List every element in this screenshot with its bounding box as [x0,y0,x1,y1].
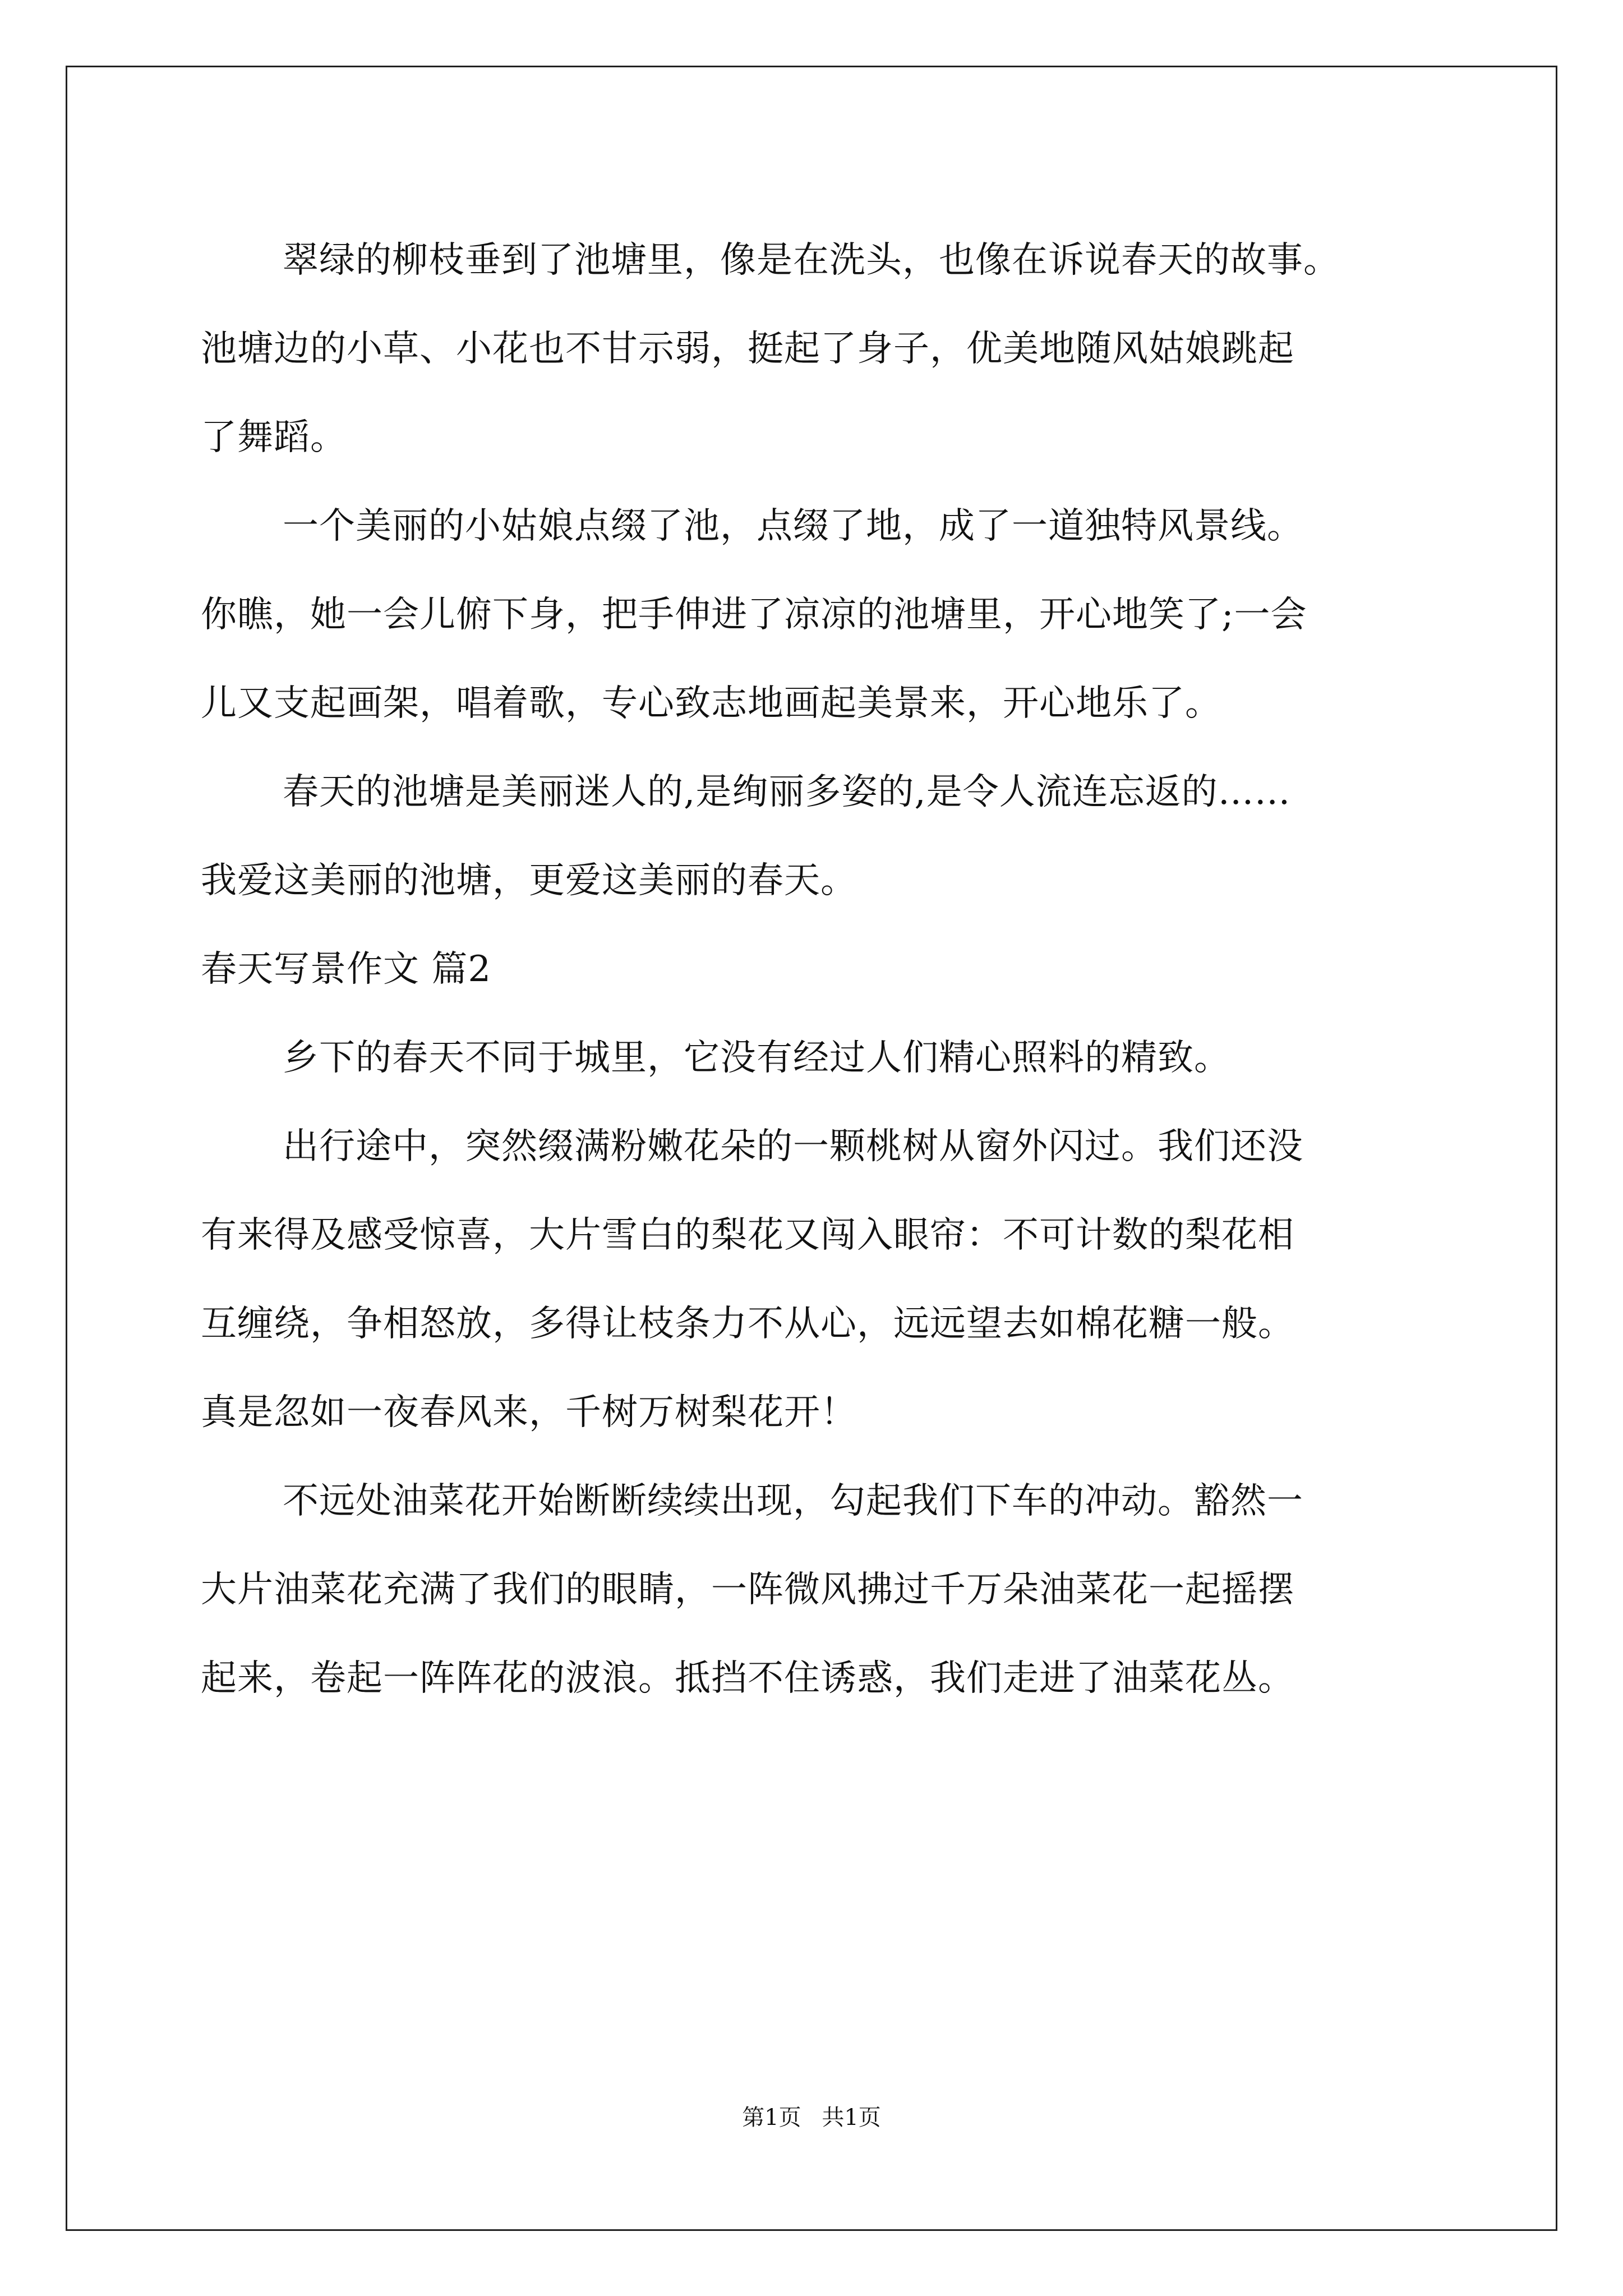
page-number: 第1页 [742,2105,801,2131]
paragraph-line: 翠绿的柳枝垂到了池塘里，像是在洗头，也像在诉说春天的故事。 [283,240,1340,281]
paragraph-line: 我爱这美丽的池塘，更爱这美丽的春天。 [201,860,857,901]
paragraph-line: 真是忽如一夜春风来，千树万树梨花开！ [201,1392,857,1433]
paragraph-line: 池塘边的小草、小花也不甘示弱，挺起了身子，优美地随风姑娘跳起 [201,328,1294,370]
section-heading: 春天写景作文 篇2 [201,949,492,990]
paragraph-line: 了舞蹈。 [201,417,347,458]
paragraph-line: 大片油菜花充满了我们的眼睛，一阵微风拂过千万朵油菜花一起摇摆 [201,1569,1294,1611]
paragraph-line: 不远处油菜花开始断断续续出现，勾起我们下车的冲动。豁然一 [283,1480,1303,1522]
paragraph-line: 互缠绕，争相怒放，多得让枝条力不从心，远远望去如棉花糖一般。 [201,1303,1294,1345]
total-pages: 共1页 [822,2105,881,2131]
document-body [201,216,1451,1723]
paragraph-line: 有来得及感受惊喜，大片雪白的梨花又闯入眼帘：不可计数的梨花相 [201,1214,1294,1256]
page-footer [0,2101,1623,2134]
paragraph-line: 你瞧，她一会儿俯下身，把手伸进了凉凉的池塘里，开心地笑了;一会 [201,594,1307,636]
paragraph-line: 春天的池塘是美丽迷人的,是绚丽多姿的,是令人流连忘返的…… [283,771,1291,813]
paragraph-line: 出行途中，突然缀满粉嫩花朵的一颗桃树从窗外闪过。我们还没 [283,1126,1303,1167]
paragraph-line: 乡下的春天不同于城里，它没有经过人们精心照料的精致。 [283,1037,1230,1079]
paragraph-line: 起来，卷起一阵阵花的波浪。抵挡不住诱惑，我们走进了油菜花丛。 [201,1658,1294,1699]
paragraph-line: 儿又支起画架，唱着歌，专心致志地画起美景来，开心地乐了。 [201,683,1221,724]
paragraph-line: 一个美丽的小姑娘点缀了池，点缀了地，成了一道独特风景线。 [283,505,1303,547]
